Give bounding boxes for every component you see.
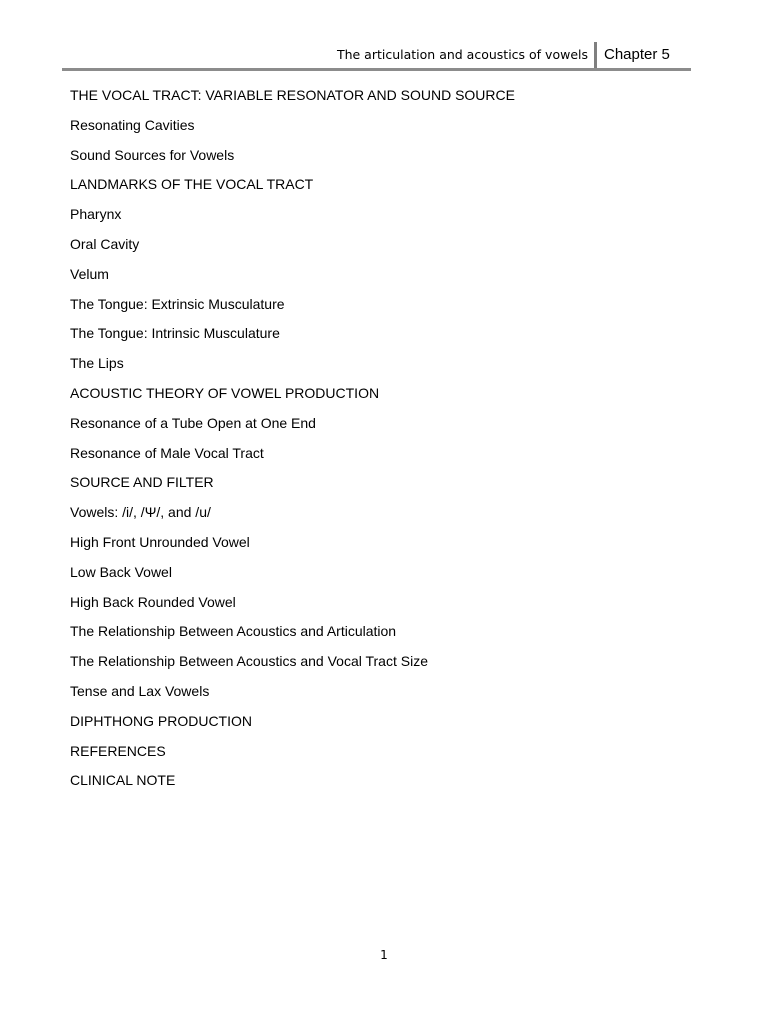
toc-item: The Lips <box>70 355 124 372</box>
header-chapter-label: Chapter 5 <box>604 46 670 63</box>
toc-item: Resonance of a Tube Open at One End <box>70 414 316 431</box>
toc-item: The Tongue: Intrinsic Musculature <box>70 325 280 342</box>
toc-item: CLINICAL NOTE <box>70 772 176 789</box>
toc-item: High Front Unrounded Vowel <box>70 533 250 550</box>
toc-item: Sound Sources for Vowels <box>70 146 235 163</box>
toc-item: Resonance of Male Vocal Tract <box>70 444 264 461</box>
toc-item: Pharynx <box>70 206 122 223</box>
running-header <box>62 42 691 68</box>
toc-item: Oral Cavity <box>70 235 140 252</box>
toc-item: Resonating Cavities <box>70 116 195 133</box>
table-of-contents <box>70 86 690 801</box>
toc-item: SOURCE AND FILTER <box>70 474 214 491</box>
toc-item: The Relationship Between Acoustics and Articulation <box>70 623 397 640</box>
toc-item: THE VOCAL TRACT: VARIABLE RESONATOR AND SOUND SOURCE <box>70 87 515 103</box>
header-rule <box>62 68 691 71</box>
header-title: The articulation and acoustics of vowels <box>336 47 588 62</box>
header-separator <box>594 42 597 68</box>
toc-item: Low Back Vowel <box>70 563 172 580</box>
toc-item: Tense and Lax Vowels <box>70 682 210 699</box>
toc-item: Vowels: /i/, /Ψ/, and /u/ <box>70 504 211 521</box>
toc-item: ACOUSTIC THEORY OF VOWEL PRODUCTION <box>70 384 380 401</box>
toc-item: The Relationship Between Acoustics and Vocal Tract Size <box>70 653 428 670</box>
toc-item: The Tongue: Extrinsic Musculature <box>70 295 285 312</box>
toc-item: Velum <box>70 265 109 282</box>
toc-item: High Back Rounded Vowel <box>70 593 236 610</box>
toc-item: DIPHTHONG PRODUCTION <box>70 712 252 729</box>
toc-item: REFERENCES <box>70 742 166 759</box>
toc-item: LANDMARKS OF THE VOCAL TRACT <box>70 176 314 193</box>
page-number: 1 <box>380 948 388 962</box>
